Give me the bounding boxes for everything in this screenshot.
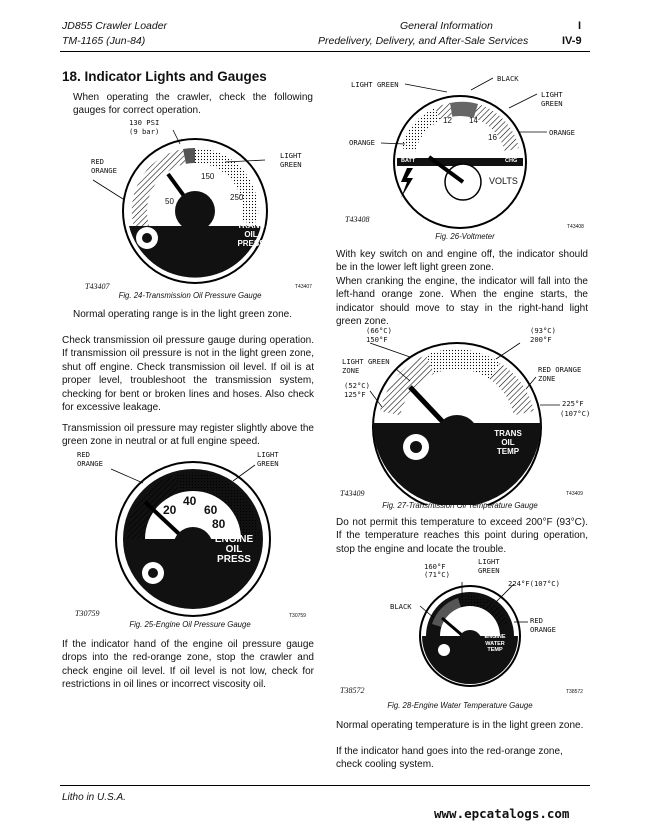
watermark-url[interactable]: www.epcatalogs.com [434, 806, 570, 821]
light-green-left-label: LIGHT GREEN [351, 80, 399, 89]
f224-label: 224°F(107°C) [508, 579, 560, 588]
light-green-label: LIGHT GREEN [257, 450, 279, 468]
c93-label: (93°C) [530, 326, 556, 335]
engine-oil-pressure-gauge [65, 447, 315, 617]
paragraph-check-pressure: Check transmission oil pressure gauge during operation. If transmission oil pressure is not in the light green zone, shut off engine. Check transmission oil level. If oil is at proper level, troubleshoot the transmission system, checking for bent or broken lines and hoses. Also check for excessive leakage. [62, 335, 314, 414]
figure-code-left: T43409 [340, 489, 365, 498]
paragraph-above-green: Transmission oil pressure may register slightly above the green zone in neutral or at full engine speed. [62, 423, 314, 448]
red-orange-zone-label: RED ORANGE ZONE [538, 365, 582, 383]
f225-label: 225°F [562, 399, 584, 408]
paragraph-temperature-limit: Do not permit this temperature to exceed 200°F (93°C). If the temperature reaches this point during operation, stop the engine and locate the trouble. [336, 517, 588, 555]
header-doc-code: TM-1165 (Jun-84) [62, 35, 146, 47]
trans-oil-temp-gauge [340, 325, 590, 505]
figure-27 [340, 325, 590, 505]
scale-80: 80 [212, 517, 226, 531]
figure-code-left: T43407 [85, 282, 110, 291]
f125-label: 125°F [344, 390, 366, 399]
red-orange-label: RED ORANGE [530, 616, 556, 634]
batt-label: BATT [401, 158, 416, 164]
red-orange-label: RED ORANGE [91, 157, 117, 175]
figure-25 [65, 447, 315, 617]
c66-label: (66°C) [366, 326, 392, 335]
intro-paragraph: When operating the crawler, check the following gauges for correct operation. [73, 92, 313, 117]
header-rule [60, 51, 590, 52]
volts-label: VOLTS [489, 176, 518, 186]
paragraph-key-switch: With key switch on and engine off, the indicator should be in the lower left light green zone. [336, 249, 588, 274]
gauge-face-text: ENGINE WATER TEMP [484, 634, 506, 653]
gauge-face-text: TRANS OIL TEMP [494, 429, 522, 456]
scale-60: 60 [204, 503, 218, 517]
black-label: BLACK [497, 74, 519, 83]
c107-label: (107°C) [560, 409, 591, 418]
figure-27-caption: Fig. 27-Transmission Oil Temperature Gauge [382, 501, 538, 510]
psi-label: 130 PSI [129, 118, 160, 127]
orange-right-label: ORANGE [549, 128, 575, 137]
paragraph-normal-range: Normal operating range is in the light green zone. [73, 309, 293, 320]
scale-12: 12 [443, 116, 452, 125]
black-label: BLACK [390, 602, 412, 611]
light-green-label: LIGHT GREEN [478, 557, 500, 575]
figure-code-right: T38572 [566, 689, 583, 695]
f200-label: 200°F [530, 335, 552, 344]
light-green-right-label: LIGHT GREEN [541, 90, 563, 108]
light-green-label: LIGHT GREEN [280, 151, 302, 169]
figure-28-caption: Fig. 28-Engine Water Temperature Gauge [387, 701, 533, 710]
f150-label: 150°F [366, 335, 388, 344]
gauge-face-text: TRANS OIL PRESS [237, 221, 265, 248]
paragraph-cranking: When cranking the engine, the indicator will fall into the left-hand orange zone. When the engine starts, the indicator should move to stay in the right-hand light green zone. [336, 276, 588, 328]
scale-50: 50 [165, 197, 174, 206]
figure-28 [340, 556, 590, 696]
light-green-zone-label: LIGHT GREEN ZONE [342, 357, 390, 375]
figure-code-right: T43409 [566, 491, 583, 497]
header-group: I [578, 20, 582, 32]
orange-left-label: ORANGE [349, 138, 375, 147]
gauge-face-text: ENGINE OIL PRESS [214, 534, 254, 565]
header-section: General Information [400, 20, 493, 32]
chg-label: CHG [505, 158, 518, 164]
footer-litho: Litho in U.S.A. [62, 792, 126, 803]
paragraph-normal-temperature: Normal operating temperature is in the light green zone. [336, 720, 584, 731]
header-subsection: Predelivery, Delivery, and After-Sale Services [318, 35, 529, 47]
scale-16: 16 [488, 133, 497, 142]
figure-code-left: T30759 [75, 609, 100, 618]
figure-code-right: T43407 [295, 284, 312, 290]
c52-label: (52°C) [344, 381, 370, 390]
scale-14: 14 [469, 116, 478, 125]
figure-26-caption: Fig. 26-Voltmeter [435, 232, 495, 241]
section-title: 18. Indicator Lights and Gauges [62, 69, 267, 84]
figure-24-caption: Fig. 24-Transmission Oil Pressure Gauge [118, 291, 262, 300]
figure-25-caption: Fig. 25-Engine Oil Pressure Gauge [129, 620, 251, 629]
trans-oil-pressure-gauge [65, 116, 315, 294]
scale-20: 20 [163, 503, 177, 517]
header-title: JD855 Crawler Loader [62, 20, 168, 32]
scale-250: 250 [230, 193, 244, 202]
paragraph-red-orange: If the indicator hand of the engine oil pressure gauge drops into the red-orange zone, stop the crawler and check engine oil level. If oil level is not low, check for restrictions in oil lines or incorrect viscosity oil. [62, 639, 314, 691]
bar-label: (9 bar) [129, 127, 160, 136]
f160-label: 160°F [424, 562, 446, 571]
scale-150: 150 [201, 172, 215, 181]
figure-26 [345, 72, 590, 234]
footer-rule [60, 785, 590, 786]
paragraph-red-orange-hand: If the indicator hand goes into the red-orange zone, check cooling system. [336, 746, 563, 771]
figure-code-right: T30759 [289, 613, 306, 619]
figure-code-right: T43408 [567, 224, 584, 230]
figure-code-left: T38572 [340, 686, 365, 695]
c71-label: (71°C) [424, 570, 450, 579]
figure-code-left: T43408 [345, 215, 370, 224]
scale-40: 40 [183, 494, 197, 508]
header-page-number: IV-9 [562, 35, 582, 47]
figure-24 [65, 116, 315, 294]
red-orange-label: RED ORANGE [77, 450, 103, 468]
